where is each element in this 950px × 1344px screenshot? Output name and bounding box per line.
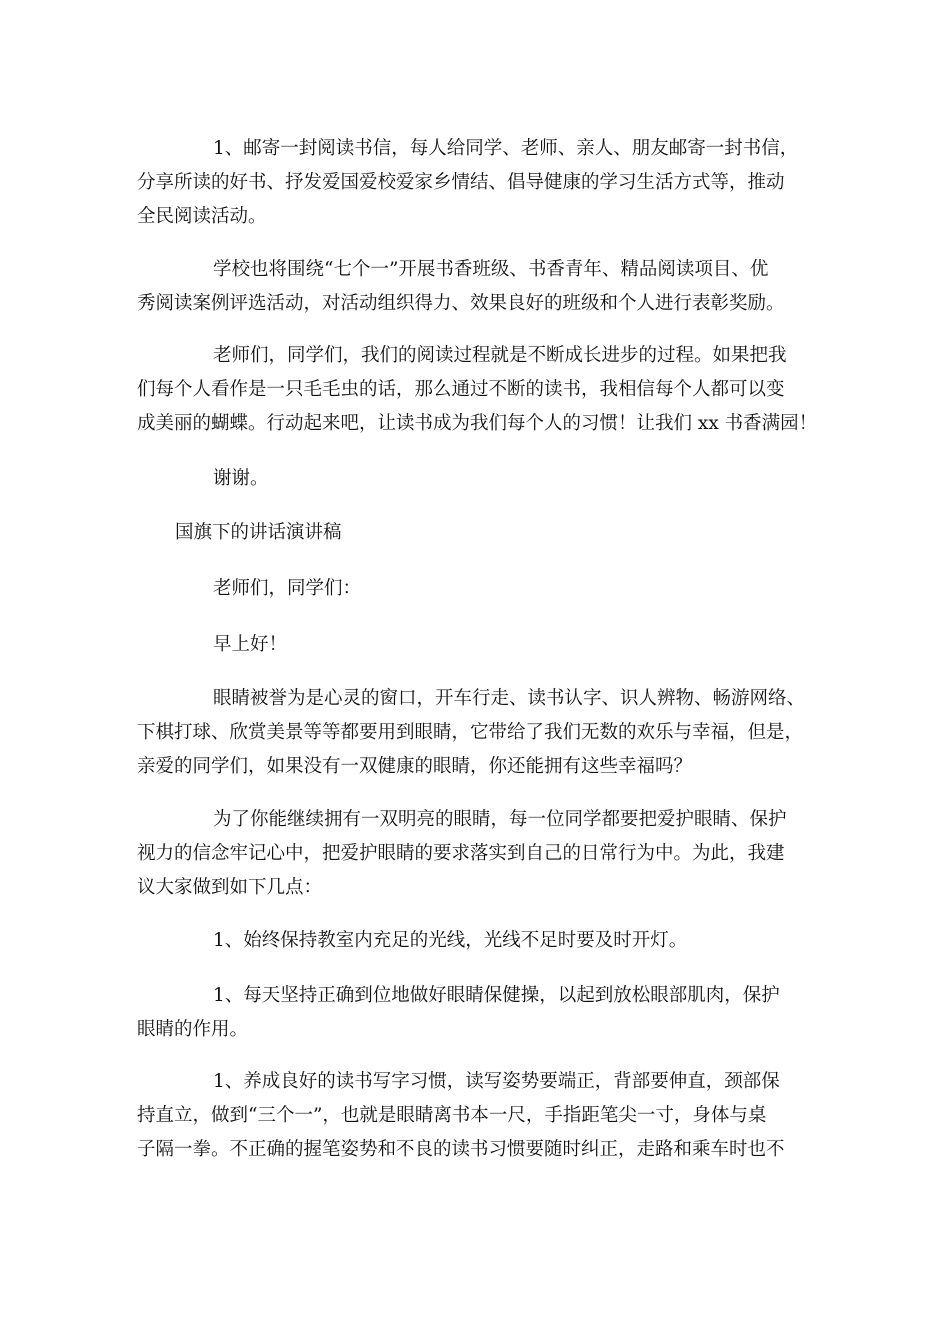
paragraph-8-line-1: 为了你能继续拥有一双明亮的眼睛，每一位同学都要把爱护眼睛、保护 [213,809,787,830]
thanks-line: 谢谢。 [213,468,269,489]
paragraph-11-line-1: 1、养成良好的读书写字习惯，读写姿势要端正，背部要伸直，颈部保 [213,1071,780,1092]
paragraph-10-line-2: 眼睛的作用。 [137,1019,249,1040]
paragraph-3-line-2: 们每个人看作是一只毛毛虫的话，那么通过不断的读书，我相信每个人都可以变 [137,379,785,400]
morning-greeting-line: 早上好！ [213,634,288,655]
paragraph-7-line-1: 眼睛被誉为是心灵的窗口，开车行走、读书认字、识人辨物、畅游网络、 [213,688,806,709]
paragraph-11-line-2: 持直立，做到“三个一”，也就是眼睛离书本一尺，手指距笔尖一寸，身体与桌 [137,1105,767,1126]
paragraph-1-line-2: 分享所读的好书、抒发爱国爱校爱家乡情结、倡导健康的学习生活方式等，推动 [137,172,785,193]
paragraph-10-line-1: 1、每天坚持正确到位地做好眼睛保健操，以起到放松眼部肌肉，保护 [213,985,780,1006]
paragraph-1-line-3: 全民阅读活动。 [137,206,267,227]
paragraph-3-line-3: 成美丽的蝴蝶。行动起来吧，让读书成为我们每个人的习惯！让我们 xx 书香满园！ [137,413,818,434]
paragraph-8-line-2: 视力的信念牢记心中，把爱护眼睛的要求落实到自己的日常行为中。为此，我建 [137,843,785,864]
paragraph-8-line-3: 议大家做到如下几点： [137,877,323,898]
speech-title: 国旗下的讲话演讲稿 [175,522,342,543]
paragraph-2-line-1: 学校也将围绕“七个一”开展书香班级、书香青年、精品阅读项目、优 [213,259,769,280]
paragraph-7-line-2: 下棋打球、欣赏美景等等都要用到眼睛，它带给了我们无数的欢乐与幸福，但是， [137,722,804,743]
greeting-line: 老师们，同学们： [213,578,362,599]
paragraph-1-line-1: 1、邮寄一封阅读书信，每人给同学、老师、亲人、朋友邮寄一封书信， [213,138,799,159]
paragraph-9-line-1: 1、始终保持教室内充足的光线，光线不足时要及时开灯。 [213,930,688,951]
paragraph-2-line-2: 秀阅读案例评选活动，对活动组织得力、效果良好的班级和个人进行表彰奖励。 [137,293,785,314]
paragraph-3-line-1: 老师们，同学们，我们的阅读过程就是不断成长进步的过程。如果把我 [213,345,787,366]
paragraph-11-line-3: 子隔一拳。不正确的握笔姿势和不良的读书习惯要随时纠正，走路和乘车时也不 [137,1139,785,1160]
paragraph-7-line-3: 亲爱的同学们，如果没有一双健康的眼睛，你还能拥有这些幸福吗？ [137,756,693,777]
